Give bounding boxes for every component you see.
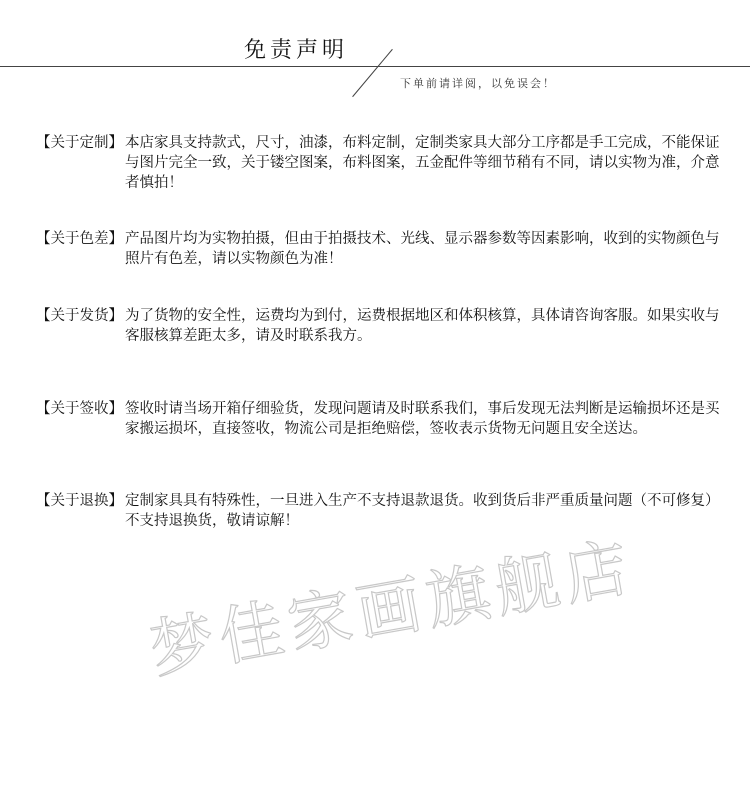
section-label: 【关于签收】 [36, 401, 123, 417]
section-text: 定制家具具有特殊性，一旦进入生产不支持退款退货。收到货后非严重质量问题（不可修复）不支持退换货，敬请谅解！ [125, 493, 720, 529]
shop-watermark: 梦佳家画旗舰店 [144, 530, 641, 689]
section-shipping [36, 306, 726, 346]
section-label: 【关于定制】 [36, 135, 123, 151]
header-slash-decoration [352, 49, 393, 97]
page-title: 免责声明 [244, 38, 349, 63]
header-divider [0, 66, 750, 67]
page-subtitle: 下单前请详阅，以免误会！ [400, 77, 556, 90]
section-label: 【关于退换】 [36, 493, 123, 509]
section-label: 【关于色差】 [36, 231, 123, 247]
section-label: 【关于发货】 [36, 308, 123, 324]
section-color-difference [36, 229, 726, 269]
section-text: 为了货物的安全性，运费均为到付，运费根据地区和体积核算，具体请咨询客服。如果实收与客服核算差距太多，请及时联系我方。 [125, 308, 720, 344]
section-text: 签收时请当场开箱仔细验货，发现问题请及时联系我们，事后发现无法判断是运输损坏还是买家搬运损坏，直接签收，物流公司是拒绝赔偿，签收表示货物无问题且安全送达。 [125, 401, 720, 437]
section-signing [36, 399, 726, 439]
section-text: 产品图片均为实物拍摄，但由于拍摄技术、光线、显示器参数等因素影响，收到的实物颜色与照片有色差，请以实物颜色为准！ [125, 231, 720, 267]
section-text: 本店家具支持款式，尺寸，油漆，布料定制，定制类家具大部分工序都是手工完成，不能保证与图片完全一致，关于镂空图案，布料图案，五金配件等细节稍有不同，请以实物为准，介意者慎拍！ [125, 135, 720, 191]
section-customization [36, 133, 726, 193]
